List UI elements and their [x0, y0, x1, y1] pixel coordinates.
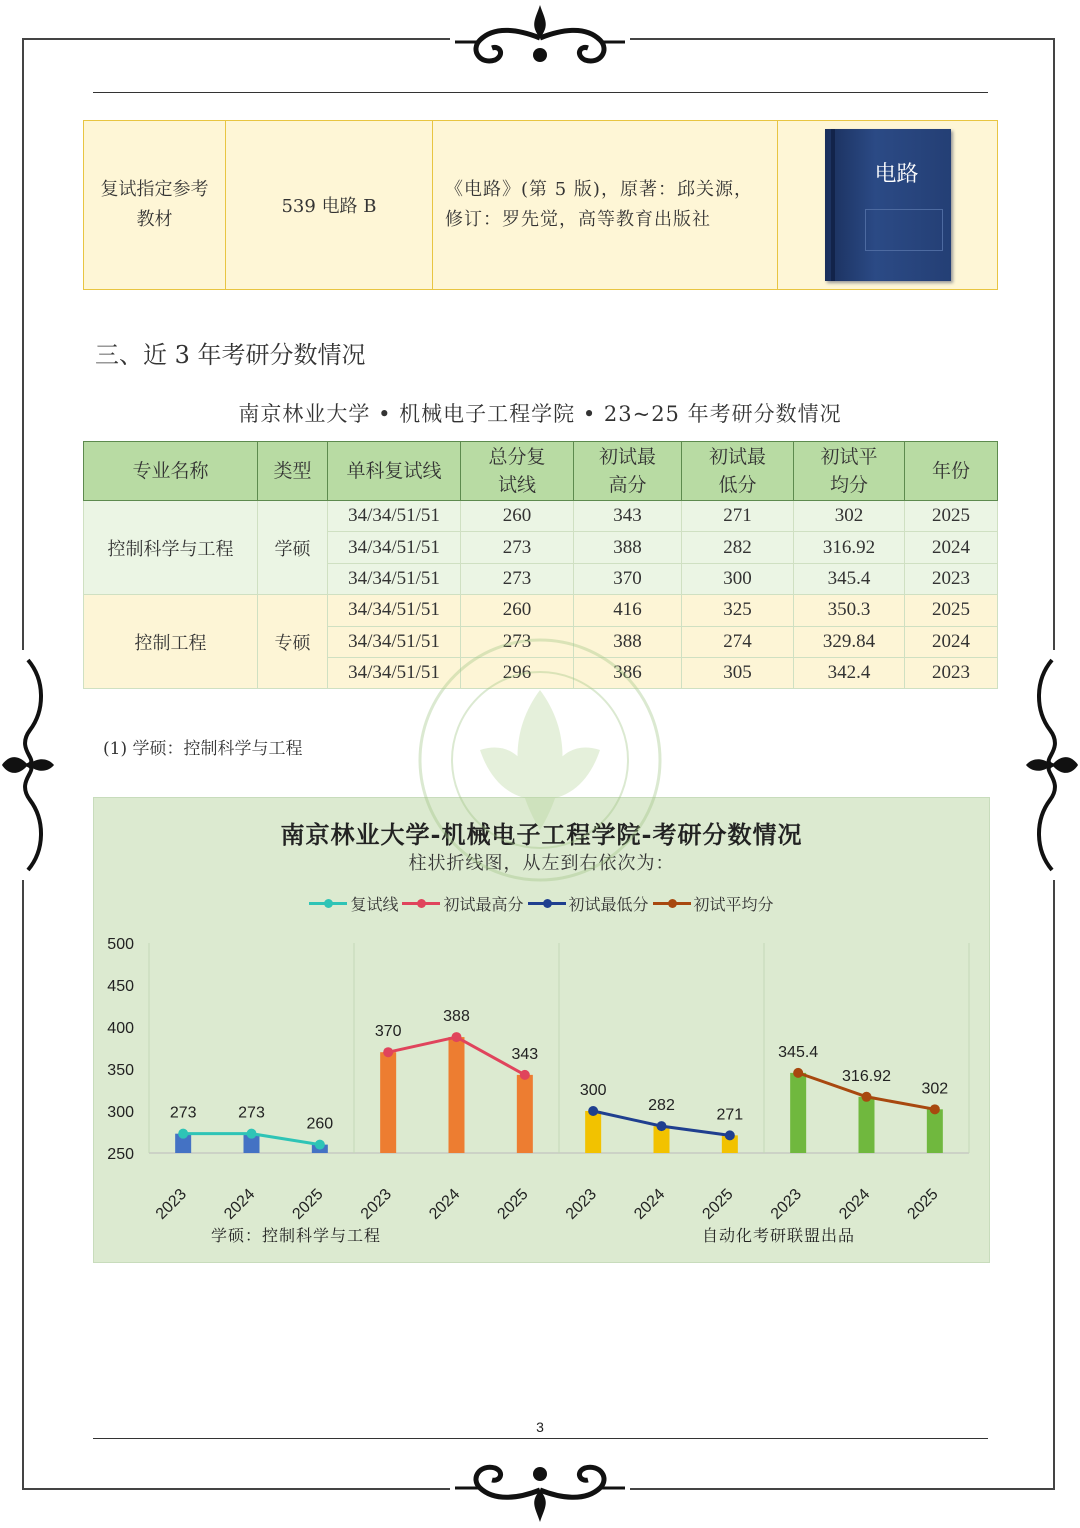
right-ornament	[1024, 650, 1080, 880]
data-label: 388	[443, 1008, 470, 1026]
cell: 273	[461, 626, 574, 657]
reference-book: 《电路》(第 5 版)，原著：邱关源，修订：罗先觉，高等教育出版社	[433, 121, 778, 290]
cell: 2024	[905, 532, 998, 563]
cell: 2023	[905, 563, 998, 594]
cell: 34/34/51/51	[328, 532, 461, 563]
cell: 273	[461, 563, 574, 594]
header-single-line: 单科复试线	[328, 442, 461, 501]
data-label: 316.92	[842, 1067, 891, 1085]
book-cover-image	[825, 129, 951, 281]
reference-textbook-table	[83, 120, 998, 290]
header-major: 专业名称	[84, 442, 258, 501]
y-tick-label: 350	[107, 1062, 134, 1079]
bar	[790, 1073, 806, 1153]
score-table-header	[84, 442, 998, 501]
series-point	[452, 1032, 462, 1042]
cell: 388	[574, 626, 682, 657]
score-table	[83, 441, 998, 689]
legend-label: 初试最高分	[443, 895, 524, 914]
y-tick-label: 400	[107, 1020, 134, 1037]
x-tick-label: 2024	[426, 1185, 464, 1223]
chart-subtitle: 柱状折线图，从左到右依次为：	[408, 853, 675, 874]
x-tick-label: 2024	[836, 1185, 874, 1223]
y-tick-label: 250	[107, 1146, 134, 1163]
cell: 296	[461, 657, 574, 688]
series-point	[793, 1068, 803, 1078]
cell: 274	[682, 626, 794, 657]
x-tick-label: 2023	[767, 1185, 805, 1223]
y-tick-label: 450	[107, 978, 134, 995]
cell: 34/34/51/51	[328, 501, 461, 532]
cell: 34/34/51/51	[328, 563, 461, 594]
footer-rule	[93, 1438, 988, 1439]
x-tick-label: 2023	[357, 1185, 395, 1223]
cell: 350.3	[794, 595, 905, 626]
data-label: 302	[921, 1080, 949, 1098]
cell: 282	[682, 532, 794, 563]
header-avg-text: 初试平均分	[820, 446, 878, 496]
major-cell: 控制科学与工程	[84, 501, 258, 595]
score-group-1	[84, 501, 998, 595]
x-tick-label: 2023	[562, 1185, 600, 1223]
data-label: 273	[169, 1104, 197, 1122]
cell: 386	[574, 657, 682, 688]
cell: 34/34/51/51	[328, 657, 461, 688]
table-row	[84, 501, 998, 532]
cell: 2025	[905, 595, 998, 626]
cell: 388	[574, 532, 682, 563]
frame-left-lower	[22, 880, 24, 1490]
y-tick-label: 300	[107, 1104, 134, 1121]
header-total-line	[461, 442, 574, 501]
series-point	[657, 1121, 667, 1131]
book-cover-cell	[778, 121, 998, 290]
cell: 260	[461, 501, 574, 532]
data-label: 260	[306, 1115, 334, 1133]
cell: 271	[682, 501, 794, 532]
series-point	[178, 1129, 188, 1139]
cell: 342.4	[794, 657, 905, 688]
book-cover-spine	[831, 129, 835, 281]
cell: 329.84	[794, 626, 905, 657]
header-avg	[794, 442, 905, 501]
series-point	[862, 1092, 872, 1102]
series-point	[725, 1130, 735, 1140]
cell: 316.92	[794, 532, 905, 563]
legend-label: 初试平均分	[693, 895, 774, 914]
x-tick-label: 2025	[699, 1185, 737, 1223]
cell: 370	[574, 563, 682, 594]
cell: 273	[461, 532, 574, 563]
frame-right-lower	[1053, 880, 1055, 1490]
legend-label: 初试最低分	[568, 895, 649, 914]
bar	[585, 1111, 601, 1153]
cell: 34/34/51/51	[328, 626, 461, 657]
bar	[859, 1097, 875, 1153]
left-ornament	[0, 650, 56, 880]
cell: 2025	[905, 501, 998, 532]
page-number: 3	[536, 1419, 544, 1435]
book-cover-pattern	[865, 209, 943, 251]
header-year: 年份	[905, 442, 998, 501]
x-tick-label: 2025	[494, 1185, 532, 1223]
series-point	[315, 1140, 325, 1150]
header-type: 类型	[258, 442, 328, 501]
header-max	[574, 442, 682, 501]
type-cell: 学硕	[258, 501, 328, 595]
data-label: 370	[374, 1023, 402, 1041]
x-tick-label: 2024	[631, 1185, 669, 1223]
cell: 343	[574, 501, 682, 532]
chart-footer-left: 学硕：控制科学与工程	[211, 1226, 382, 1245]
reference-row	[84, 121, 998, 290]
series-point	[520, 1070, 530, 1080]
x-tick-label: 2023	[152, 1185, 190, 1223]
cell: 416	[574, 595, 682, 626]
book-cover-title: 电路	[874, 162, 919, 187]
cell: 2023	[905, 657, 998, 688]
table-row	[84, 595, 998, 626]
cell: 300	[682, 563, 794, 594]
bar	[380, 1052, 396, 1153]
header-total-line-text: 总分复试线	[488, 446, 546, 496]
section-title: 三、近 3 年考研分数情况	[95, 341, 366, 369]
reference-code: 539 电路 B	[226, 121, 433, 290]
chart-section-label: (1) 学硕：控制科学与工程	[103, 739, 303, 759]
header-min-text: 初试最低分	[708, 446, 766, 496]
cell: 305	[682, 657, 794, 688]
header-rule	[93, 92, 988, 93]
data-label: 345.4	[778, 1043, 819, 1061]
y-tick-label: 500	[107, 936, 134, 953]
cell: 2024	[905, 626, 998, 657]
series-point	[588, 1106, 598, 1116]
chart-footer-right: 自动化考研联盟出品	[702, 1226, 856, 1245]
legend-label: 复试线	[350, 895, 399, 914]
bar	[927, 1109, 943, 1153]
x-tick-label: 2024	[221, 1185, 259, 1223]
top-ornament	[450, 0, 630, 75]
data-label: 273	[238, 1104, 265, 1122]
frame-left	[22, 38, 24, 650]
score-chart	[93, 797, 990, 1263]
type-cell: 专硕	[258, 595, 328, 689]
cell: 325	[682, 595, 794, 626]
score-table-title: 南京林业大学 • 机械电子工程学院 • 23~25 年考研分数情况	[238, 402, 842, 426]
chart-plot	[94, 798, 989, 1262]
cell: 302	[794, 501, 905, 532]
data-label: 282	[648, 1097, 675, 1115]
frame-right	[1053, 38, 1055, 650]
bar	[517, 1075, 533, 1153]
data-label: 300	[579, 1082, 607, 1099]
series-point	[383, 1047, 393, 1057]
major-cell: 控制工程	[84, 595, 258, 689]
data-label: 271	[716, 1106, 744, 1124]
cell: 260	[461, 595, 574, 626]
bar	[449, 1037, 465, 1153]
bottom-ornament	[450, 1452, 630, 1528]
cell: 34/34/51/51	[328, 595, 461, 626]
series-point	[247, 1129, 257, 1139]
series-point	[930, 1104, 940, 1114]
reference-label: 复试指定参考教材	[84, 121, 226, 290]
data-label: 343	[511, 1045, 539, 1063]
header-max-text: 初试最高分	[598, 446, 656, 496]
cell: 345.4	[794, 563, 905, 594]
x-tick-label: 2025	[289, 1185, 327, 1223]
header-min	[682, 442, 794, 501]
x-tick-label: 2025	[904, 1185, 942, 1223]
score-group-2	[84, 595, 998, 689]
chart-title: 南京林业大学-机械电子工程学院-考研分数情况	[280, 820, 803, 849]
